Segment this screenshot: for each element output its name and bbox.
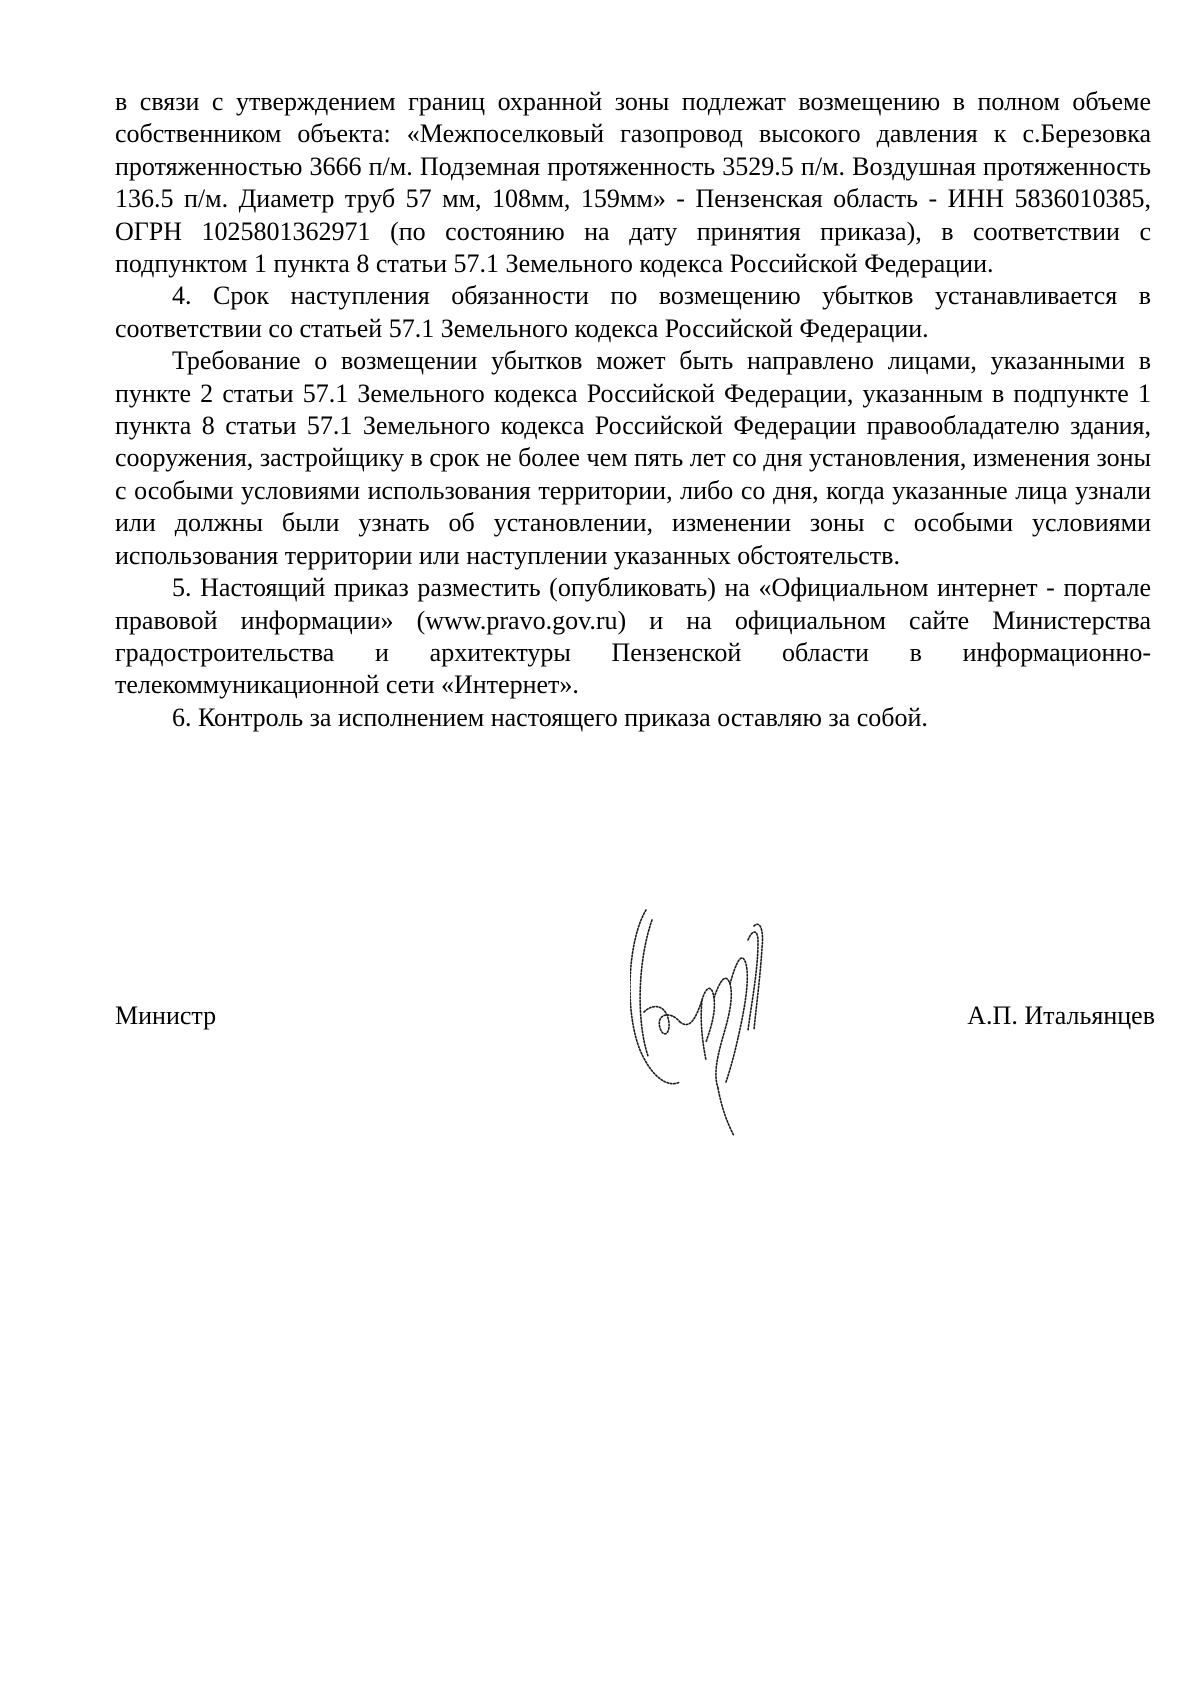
handwritten-signature: [630, 900, 790, 1140]
signatory-position: Министр: [115, 1001, 217, 1030]
paragraph-item-6: 6. Контроль за исполнением настоящего приказа оставляю за собой.: [172, 702, 928, 732]
paragraph-item-5: 5. Настоящий приказ разместить (опубликовать) на «Официальном интернет - портале правовой информации» (www.pravo.gov.ru) и на официальном сайте Министерства градостроительства и архитектуры Пензенской области в информационно-телекоммуникационной сети «Интернет».: [115, 573, 1151, 700]
paragraph-compensation-continuation: в связи с утверждением границ охранной зоны подлежат возмещению в полном объеме собственником объекта: «Межпоселковый газопровод высокого давления к с.Березовка протяженностью 3666 п/м. Подземная протяженность 3529.5 п/м. Воздушная протяженность 136.5 п/м. Диаметр труб 57 мм, 108мм, 159мм» - Пензенская область - ИНН 5836010385, ОГРН 1025801362971 (по состоянию на дату принятия приказа), в соответствии с подпунктом 1 пункта 8 статьи 57.1 Земельного кодекса Российской Федерации.: [115, 87, 1151, 279]
paragraph-item-4: 4. Срок наступления обязанности по возмещению убытков устанавливается в соответствии со статьей 57.1 Земельного кодекса Российской Федерации.: [115, 281, 1151, 343]
paragraph-compensation-claim: Требование о возмещении убытков может быть направлено лицами, указанными в пункте 2 статьи 57.1 Земельного кодекса Российской Федерации, указанным в подпункте 1 пункта 8 статьи 57.1 Земельного кодекса Российской Федерации правообладателю здания, сооружения, застройщику в срок не более чем пять лет со дня установления, изменения зоны с особыми условиями использования территории, либо со дня, когда указанные лица узнали или должны были узнать об установлении, изменении зоны с особыми условиями использования территории или наступлении указанных обстоятельств.: [115, 346, 1151, 570]
signatory-name: А.П. Итальянцев: [967, 1001, 1155, 1030]
document-body: [115, 86, 1151, 734]
